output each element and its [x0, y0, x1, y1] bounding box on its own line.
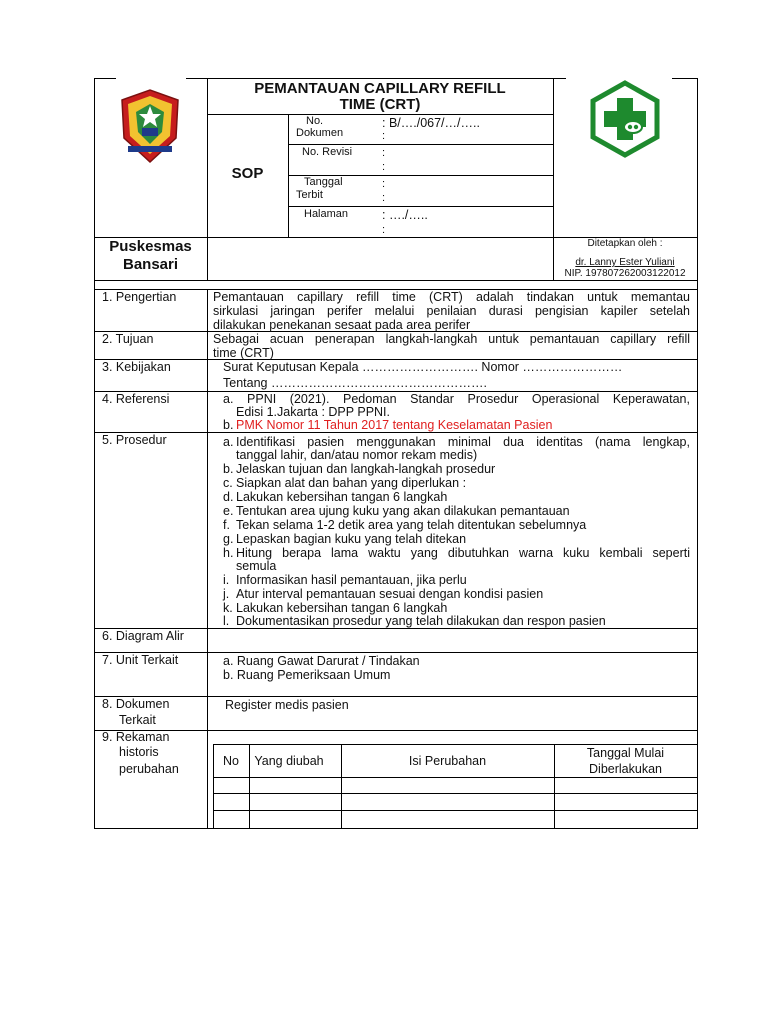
body-line: Sebagai acuan penerapan langkah-langkah untuk pemantauan capillary refill	[213, 332, 690, 346]
meta-label: Dokumen	[296, 127, 344, 139]
step-marker: g.	[223, 532, 234, 546]
step-text: Tekan selama 1-2 detik area yang telah ditentukan sebelumnya	[236, 518, 587, 532]
step-text: Lakukan kebersihan tangan 6 langkah	[236, 601, 448, 615]
step-marker: b.	[223, 462, 234, 476]
meta-value: : …./…..	[382, 208, 428, 222]
history-col-date: Tanggal Mulai	[586, 746, 665, 760]
step-marker: f.	[223, 518, 230, 532]
meta-value: :	[382, 147, 386, 159]
sop-label: SOP	[231, 165, 264, 182]
sop-title	[207, 81, 553, 113]
section-label: 9. Rekaman	[102, 730, 170, 744]
step-text: Lakukan kebersihan tangan 6 langkah	[236, 490, 448, 504]
step-text: tanggal lahir, dan/atau nomor rekam medis)	[236, 448, 478, 462]
section-label: 1. Pengertian	[102, 290, 177, 304]
meta-value: : B/…./067/…/…..	[382, 116, 480, 130]
history-col-content: Isi Perubahan	[408, 754, 487, 768]
sop-title-line2: TIME (CRT)	[339, 96, 421, 113]
approval-label: Ditetapkan oleh :	[587, 238, 663, 249]
organization-name-line2: Bansari	[122, 256, 179, 273]
body-line: sirkulasi jaringan perifer melalui penilaian durasi pengisian kapiler setelah	[213, 304, 690, 318]
step-text: Dokumentasikan prosedur yang telah dilakukan dan respon pasien	[236, 614, 606, 628]
step-text: Tentukan area ujung kuku yang akan dilakukan pemantauan	[236, 504, 570, 518]
approver-name: dr. Lanny Ester Yuliani	[575, 257, 675, 268]
step-marker: j.	[223, 587, 230, 601]
section-label: 8. Dokumen	[102, 697, 170, 711]
organization-name	[94, 238, 207, 274]
approver-nip: NIP. 197807262003122012	[564, 268, 686, 279]
step-text: semula	[236, 559, 277, 573]
history-col-changed: Yang diubah	[254, 754, 324, 768]
reference-a-cont: Edisi 1.Jakarta : DPP PPNI.	[236, 405, 390, 419]
step-marker: a.	[223, 435, 234, 449]
step-text: Identifikasi pasien menggunakan minimal dua identitas (nama lengkap,	[236, 435, 690, 449]
step-marker: d.	[223, 490, 234, 504]
reference-a: a. PPNI (2021). Pedoman Standar Prosedur Operasional Keperawatan,	[223, 392, 690, 406]
step-text: Informasikan hasil pemantauan, jika perlu	[236, 573, 467, 587]
regency-logo	[114, 86, 186, 166]
meta-label: No.	[306, 115, 324, 127]
body-line: Register medis pasien	[225, 698, 349, 712]
section-label: 2. Tujuan	[102, 332, 154, 346]
step-text: Hitung berapa lama waktu yang dibutuhkan warna kuku kembali seperti	[236, 546, 690, 560]
section-label: perubahan	[119, 762, 179, 776]
body-line: Pemantauan capillary refill time (CRT) adalah tindakan untuk memantau	[213, 290, 690, 304]
meta-value: :	[382, 178, 386, 190]
history-col-no: No	[223, 754, 239, 768]
step-text: Jelaskan tujuan dan langkah-langkah prosedur	[236, 462, 496, 476]
history-col-date-line2: Diberlakukan	[589, 762, 662, 776]
section-label: 6. Diagram Alir	[102, 629, 184, 643]
section-label: Terkait	[119, 713, 156, 727]
meta-label: Tanggal	[304, 176, 343, 188]
section-label: 5. Prosedur	[102, 433, 167, 447]
reference-b-marker: b.	[223, 418, 234, 432]
organization-name-line1: Puskesmas	[109, 238, 192, 255]
section-label: 4. Referensi	[102, 392, 170, 406]
meta-value: :	[382, 161, 386, 173]
section-label: 7. Unit Terkait	[102, 653, 179, 667]
section-label: 3. Kebijakan	[102, 360, 171, 374]
meta-label: No. Revisi	[302, 146, 353, 158]
meta-value: :	[382, 192, 386, 204]
body-line: Surat Keputusan Kepala ………………………. Nomor ……………………	[223, 360, 623, 374]
sop-title-line1: PEMANTAUAN CAPILLARY REFILL	[254, 80, 506, 97]
step-marker: l.	[223, 614, 230, 628]
step-marker: c.	[223, 476, 233, 490]
step-marker: k.	[223, 601, 233, 615]
step-marker: i.	[223, 573, 230, 587]
section-label: historis	[119, 745, 159, 759]
step-text: Siapkan alat dan bahan yang diperlukan :	[236, 476, 467, 490]
body-line: time (CRT)	[213, 346, 274, 360]
meta-value: :	[382, 130, 386, 142]
step-text: Atur interval pemantauan sesuai dengan kondisi pasien	[236, 587, 544, 601]
puskesmas-logo	[586, 80, 664, 158]
step-marker: e.	[223, 504, 234, 518]
meta-value: :	[382, 224, 386, 236]
body-line: a. Ruang Gawat Darurat / Tindakan	[223, 654, 420, 668]
meta-label: Terbit	[296, 189, 323, 201]
body-line: Tentang …………………………………………….	[223, 376, 487, 390]
body-line: dilakukan penekanan sesaat pada area perifer	[213, 318, 471, 332]
reference-b: PMK Nomor 11 Tahun 2017 tentang Keselamatan Pasien	[236, 418, 553, 432]
body-line: b. Ruang Pemeriksaan Umum	[223, 668, 391, 682]
meta-label: Halaman	[304, 208, 349, 220]
step-text: Lepaskan bagian kuku yang telah ditekan	[236, 532, 467, 546]
step-marker: h.	[223, 546, 234, 560]
